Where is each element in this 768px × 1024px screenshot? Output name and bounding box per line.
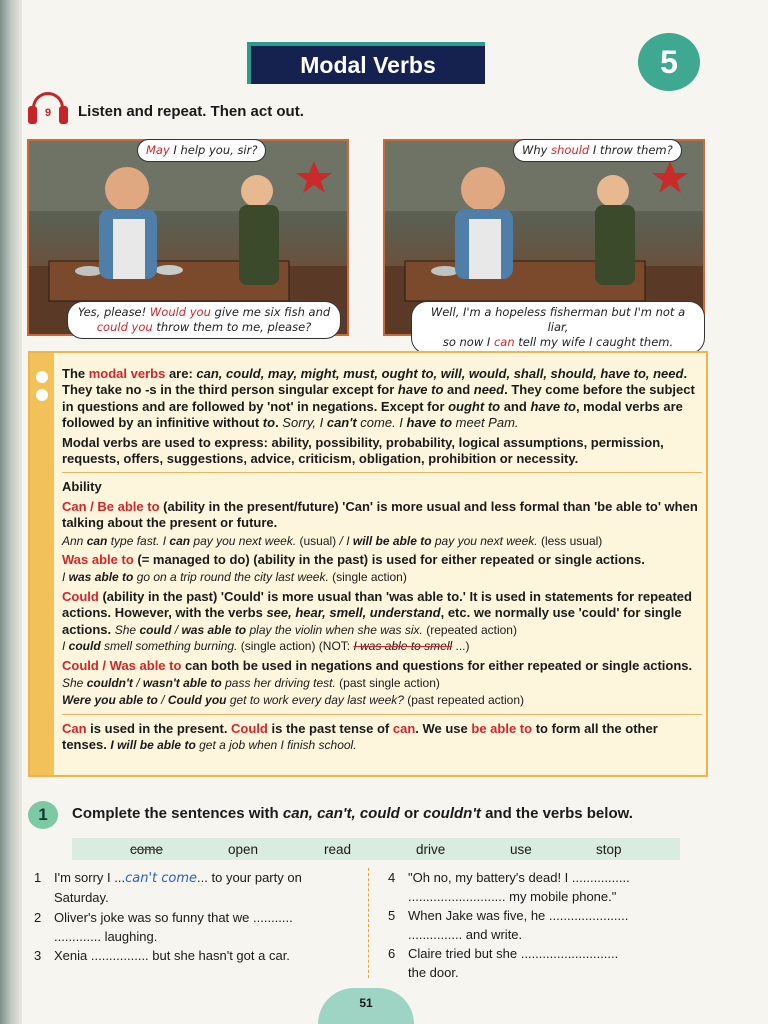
column-divider	[368, 868, 369, 978]
word-bank-item-use: use	[510, 841, 532, 857]
unit-number-badge: 5	[638, 33, 700, 91]
grammar-box-sidebar	[30, 353, 54, 775]
exercise-item-1[interactable]: 1 I'm sorry I ...can't come... to your party on Saturday.	[34, 870, 302, 905]
bubble-text: tell my wife I caught them.	[514, 334, 674, 349]
exercise-column-left	[34, 868, 360, 965]
rule-was-able-to: Was able to (= managed to do) (ability in the past) is used for either repeated or single actions.	[62, 552, 645, 568]
exercise-item-3[interactable]: 3 Xenia ................ but she hasn't got a car.	[34, 948, 290, 963]
speech-bubble-would-you	[67, 301, 341, 339]
speech-bubble-may	[137, 139, 266, 162]
rule-could: Could (ability in the past) 'Could' is more usual than 'was able to.' It is used in statements for repeated actions. However, with the verbs see, hear, smell, understand, etc. we normally use 'could' for single actions. She could / was able to play the violin when she was six. (repeated action)	[62, 588, 692, 637]
word-bank-item-drive: drive	[416, 841, 446, 857]
word-bank-item-stop: stop	[596, 841, 622, 857]
rule-negations-questions: Could / Was able to can both be used in negations and questions for either repeated or single actions.	[62, 657, 693, 673]
bullet-dot-icon	[36, 371, 48, 383]
grammar-intro: The modal verbs are: can, could, may, might, must, ought to, will, would, shall, should, have to, need. They take no -s in the third person singular except for have to and need. They come before the subject in questions and are followed by 'not' in negations. Except for ought to and have to, modal verbs are followed by an infinitive without to. Sorry, I can't come. I have to meet Pam.	[62, 366, 695, 431]
listening-instruction: Listen and repeat. Then act out.	[78, 103, 304, 120]
modal-highlight: can	[493, 334, 515, 349]
exercise-column-right	[388, 868, 710, 982]
speech-bubble-should	[513, 139, 682, 162]
exercise-item-4[interactable]: 4 "Oh no, my battery's dead! I ................ ........................... my mobile phone."	[388, 870, 630, 904]
page-number: 51	[359, 996, 373, 1010]
modal-highlight: could you	[96, 319, 153, 334]
example-negation: She couldn't / wasn't able to pass her driving test. (past single action)	[62, 675, 440, 690]
audio-track-number: 9	[44, 107, 52, 119]
example-question: Were you able to / Could you get to work every day last week? (past repeated action)	[62, 693, 524, 708]
bullet-dot-icon	[36, 389, 48, 401]
bubble-text: Well, I'm a hopeless fisherman but I'm not a liar,	[430, 305, 686, 334]
modal-highlight: May	[146, 143, 170, 157]
speech-bubble-can	[411, 301, 705, 354]
bubble-text: I help you, sir?	[169, 143, 258, 157]
page-number-tab	[318, 988, 414, 1024]
bubble-text: throw them to me, please?	[152, 319, 312, 334]
bubble-text: so now I	[442, 334, 494, 349]
section-divider	[62, 714, 702, 715]
grammar-reference-box	[28, 351, 708, 777]
word-bank-item-read: read	[324, 841, 352, 857]
word-bank-item-come: come	[130, 841, 164, 857]
comic-panel-1	[27, 139, 349, 336]
exercise-number-badge: 1	[28, 801, 58, 829]
word-bank-item-open: open	[228, 841, 259, 857]
page-title: Modal Verbs	[300, 52, 436, 78]
exercise-item-5[interactable]: 5 When Jake was five, he ...................... ............... and write.	[388, 908, 629, 942]
exercise-item-2[interactable]: 2 Oliver's joke was so funny that we ........... ............. laughing.	[34, 910, 293, 944]
bubble-text: Why	[522, 143, 552, 157]
section-divider	[62, 472, 702, 473]
ability-heading: Ability	[62, 479, 102, 495]
word-bank	[72, 838, 680, 860]
page-spine	[0, 0, 22, 1024]
bubble-text: I throw them?	[589, 143, 673, 157]
comic-panel-2	[383, 139, 705, 349]
bubble-text: Yes, please!	[77, 305, 150, 319]
rule-can: Can / Be able to (ability in the present/future) 'Can' is more usual and less formal than 'be able to' when talking about the present or future.	[62, 498, 698, 531]
filled-answer: can't come	[125, 871, 198, 886]
page-title-box	[247, 42, 485, 84]
grammar-summary: Can is used in the present. Could is the past tense of can. We use be able to to form all the other tenses. I will be able to get a job when I finish school.	[62, 720, 658, 753]
bubble-text: give me six fish and	[210, 305, 331, 319]
example-could: I could smell something burning. (single action) (NOT: I was able to smell ...)	[62, 639, 470, 654]
example-was-able-to: I was able to go on a trip round the city last week. (single action)	[62, 570, 407, 585]
modal-highlight: should	[551, 143, 590, 157]
example-can: Ann can type fast. I can pay you next week. (usual) / I will be able to pay you next week. (less usual)	[62, 533, 603, 548]
headphones-icon[interactable]	[28, 92, 68, 128]
grammar-text	[62, 366, 702, 757]
modal-highlight: Would you	[149, 305, 211, 319]
grammar-uses: Modal verbs are used to express: ability, possibility, probability, logical assumptions, permission, requests, offers, suggestions, advice, criticism, obligation, prohibition or necessity.	[62, 434, 664, 467]
exercise-item-6[interactable]: 6 Claire tried but she ........................... the door.	[388, 946, 619, 980]
exercise-title: Complete the sentences with can, can't, could or couldn't and the verbs below.	[72, 805, 633, 822]
